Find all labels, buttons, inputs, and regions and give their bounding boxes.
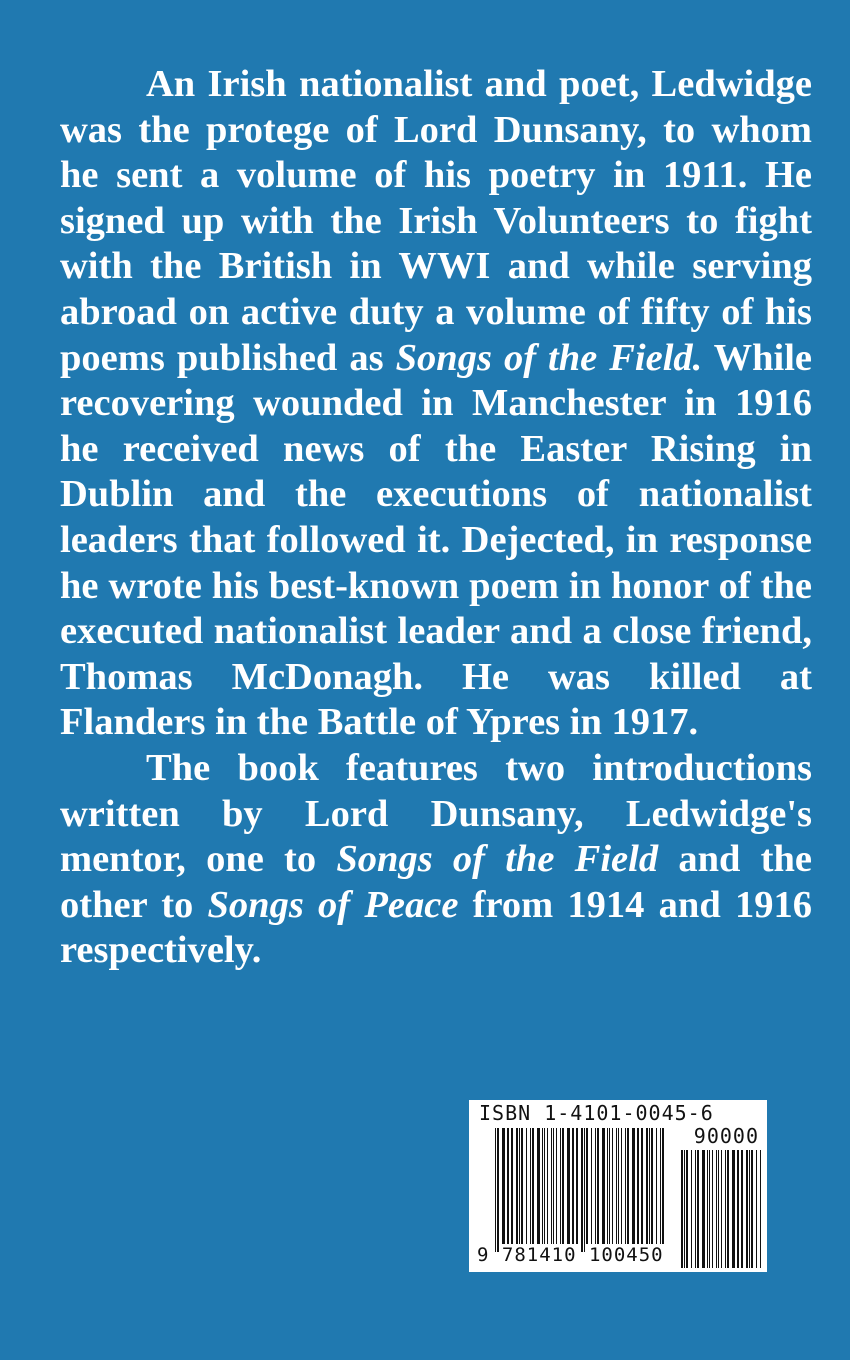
- barcode-bar: [741, 1150, 743, 1268]
- book-title-songs-of-peace: Songs of Peace: [207, 883, 459, 926]
- barcode-bar: [542, 1128, 543, 1244]
- barcode-bar: [646, 1128, 648, 1244]
- barcode-bar: [511, 1128, 513, 1244]
- barcode-bar: [602, 1128, 605, 1244]
- barcode-bar: [702, 1150, 705, 1268]
- paragraph-2-run-3: and the other to: [60, 838, 812, 926]
- barcode-bar: [732, 1150, 735, 1268]
- barcode-bar: [572, 1128, 574, 1244]
- barcode-bar: [662, 1128, 664, 1244]
- barcode-bar: [609, 1128, 610, 1244]
- barcode-bar: [516, 1128, 518, 1244]
- barcode-bar: [532, 1128, 534, 1244]
- description-paragraph-2: [60, 746, 812, 974]
- barcode-bar: [560, 1128, 561, 1244]
- barcode-bar: [721, 1150, 722, 1268]
- barcode-bar: [537, 1128, 540, 1244]
- barcode-bar: [530, 1128, 531, 1244]
- barcode-bar: [718, 1150, 719, 1268]
- barcode-bar: [625, 1128, 626, 1244]
- barcode-bar: [751, 1150, 753, 1268]
- paragraph-2-run-1: The book features two introductions written by Lord Dunsany, Ledwidge's mentor, one to: [60, 746, 812, 881]
- barcode-bar: [591, 1128, 592, 1244]
- barcode-bar: [656, 1128, 657, 1244]
- barcode-bar: [641, 1128, 643, 1244]
- barcode-bar: [521, 1128, 523, 1244]
- paragraph-2-run-5: from 1914 and 1916 respectively.: [60, 883, 812, 972]
- paragraph-1-run-3: While recovering wounded in Manchester in 1916 he received news of the Easter Rising in Dublin and the executions of nationalist leaders that followed it. Dejected, in response he wrote his best-known poem in honor of the executed nationalist leader and a close friend, Thomas McDonagh. He was killed at Flanders in the Battle of Ypres in 1917.: [60, 336, 813, 744]
- barcode-bar: [547, 1128, 548, 1244]
- barcode-bar: [632, 1128, 635, 1244]
- barcode-bar: [597, 1128, 599, 1244]
- barcode-bar: [526, 1128, 527, 1244]
- barcode-bar: [497, 1128, 499, 1252]
- book-title-songs-of-the-field: Songs of the Field.: [395, 336, 703, 379]
- barcode-bar: [519, 1128, 520, 1244]
- isbn-label: ISBN 1-4101-0045-6: [479, 1101, 714, 1125]
- barcode-bar: [616, 1128, 617, 1244]
- barcode-addon-code: 90000: [693, 1124, 759, 1148]
- barcode-bar: [707, 1150, 708, 1268]
- barcode-bar: [749, 1150, 750, 1268]
- barcode-bar: [746, 1150, 748, 1268]
- barcode-bar: [584, 1128, 585, 1252]
- barcode-bar: [681, 1150, 683, 1268]
- barcode-bar: [695, 1150, 696, 1268]
- barcode-bar: [660, 1128, 661, 1244]
- barcode-bar: [725, 1150, 726, 1268]
- barcode-bar: [691, 1150, 692, 1268]
- barcode-bar: [621, 1128, 622, 1244]
- barcode-bar: [495, 1128, 496, 1252]
- barcode-bar: [716, 1150, 717, 1268]
- barcode-bar: [562, 1128, 564, 1244]
- barcode-bar: [709, 1150, 710, 1268]
- barcode-bar: [684, 1150, 685, 1268]
- barcode-bar: [544, 1128, 545, 1244]
- barcode-bar: [607, 1128, 608, 1244]
- barcode-bar: [697, 1150, 699, 1268]
- barcode-bar: [651, 1128, 653, 1244]
- barcode-bar: [712, 1150, 713, 1268]
- isbn-barcode: [469, 1100, 767, 1272]
- barcode-bar: [737, 1150, 739, 1268]
- barcode-bar: [612, 1128, 613, 1244]
- barcode-bar: [507, 1128, 509, 1244]
- barcode-bar: [551, 1128, 552, 1244]
- barcode-ean-digits: 9 781410 100450: [477, 1244, 664, 1266]
- barcode-bar: [553, 1128, 554, 1244]
- paragraph-1-run-1: An Irish nationalist and poet, Ledwidge was the protege of Lord Dunsany, to whom he sent a volume of his poetry in 1911. He signed up with the Irish Volunteers to fight with the British in WWI and while serving abroad on active duty a volume of fifty of his poems published as: [60, 63, 812, 379]
- barcode-bar: [756, 1150, 757, 1268]
- barcode-bar: [586, 1128, 588, 1244]
- barcode-bar: [595, 1128, 596, 1244]
- barcode-bar: [627, 1128, 629, 1244]
- description-paragraph-1: [60, 62, 812, 746]
- barcode-bar: [760, 1150, 761, 1268]
- book-title-songs-of-the-field-2: Songs of the Field: [336, 838, 659, 881]
- barcode-bar: [727, 1150, 729, 1268]
- barcode-bar: [576, 1128, 578, 1244]
- barcode-bar: [649, 1128, 650, 1244]
- back-cover-description: [60, 62, 812, 974]
- barcode-bar: [686, 1150, 688, 1268]
- barcode-bar: [567, 1128, 570, 1244]
- barcode-bar: [637, 1128, 639, 1244]
- barcode-bar: [618, 1128, 619, 1244]
- barcode-bar: [581, 1128, 583, 1252]
- barcode-bar: [502, 1128, 505, 1244]
- barcode-bar: [556, 1128, 557, 1244]
